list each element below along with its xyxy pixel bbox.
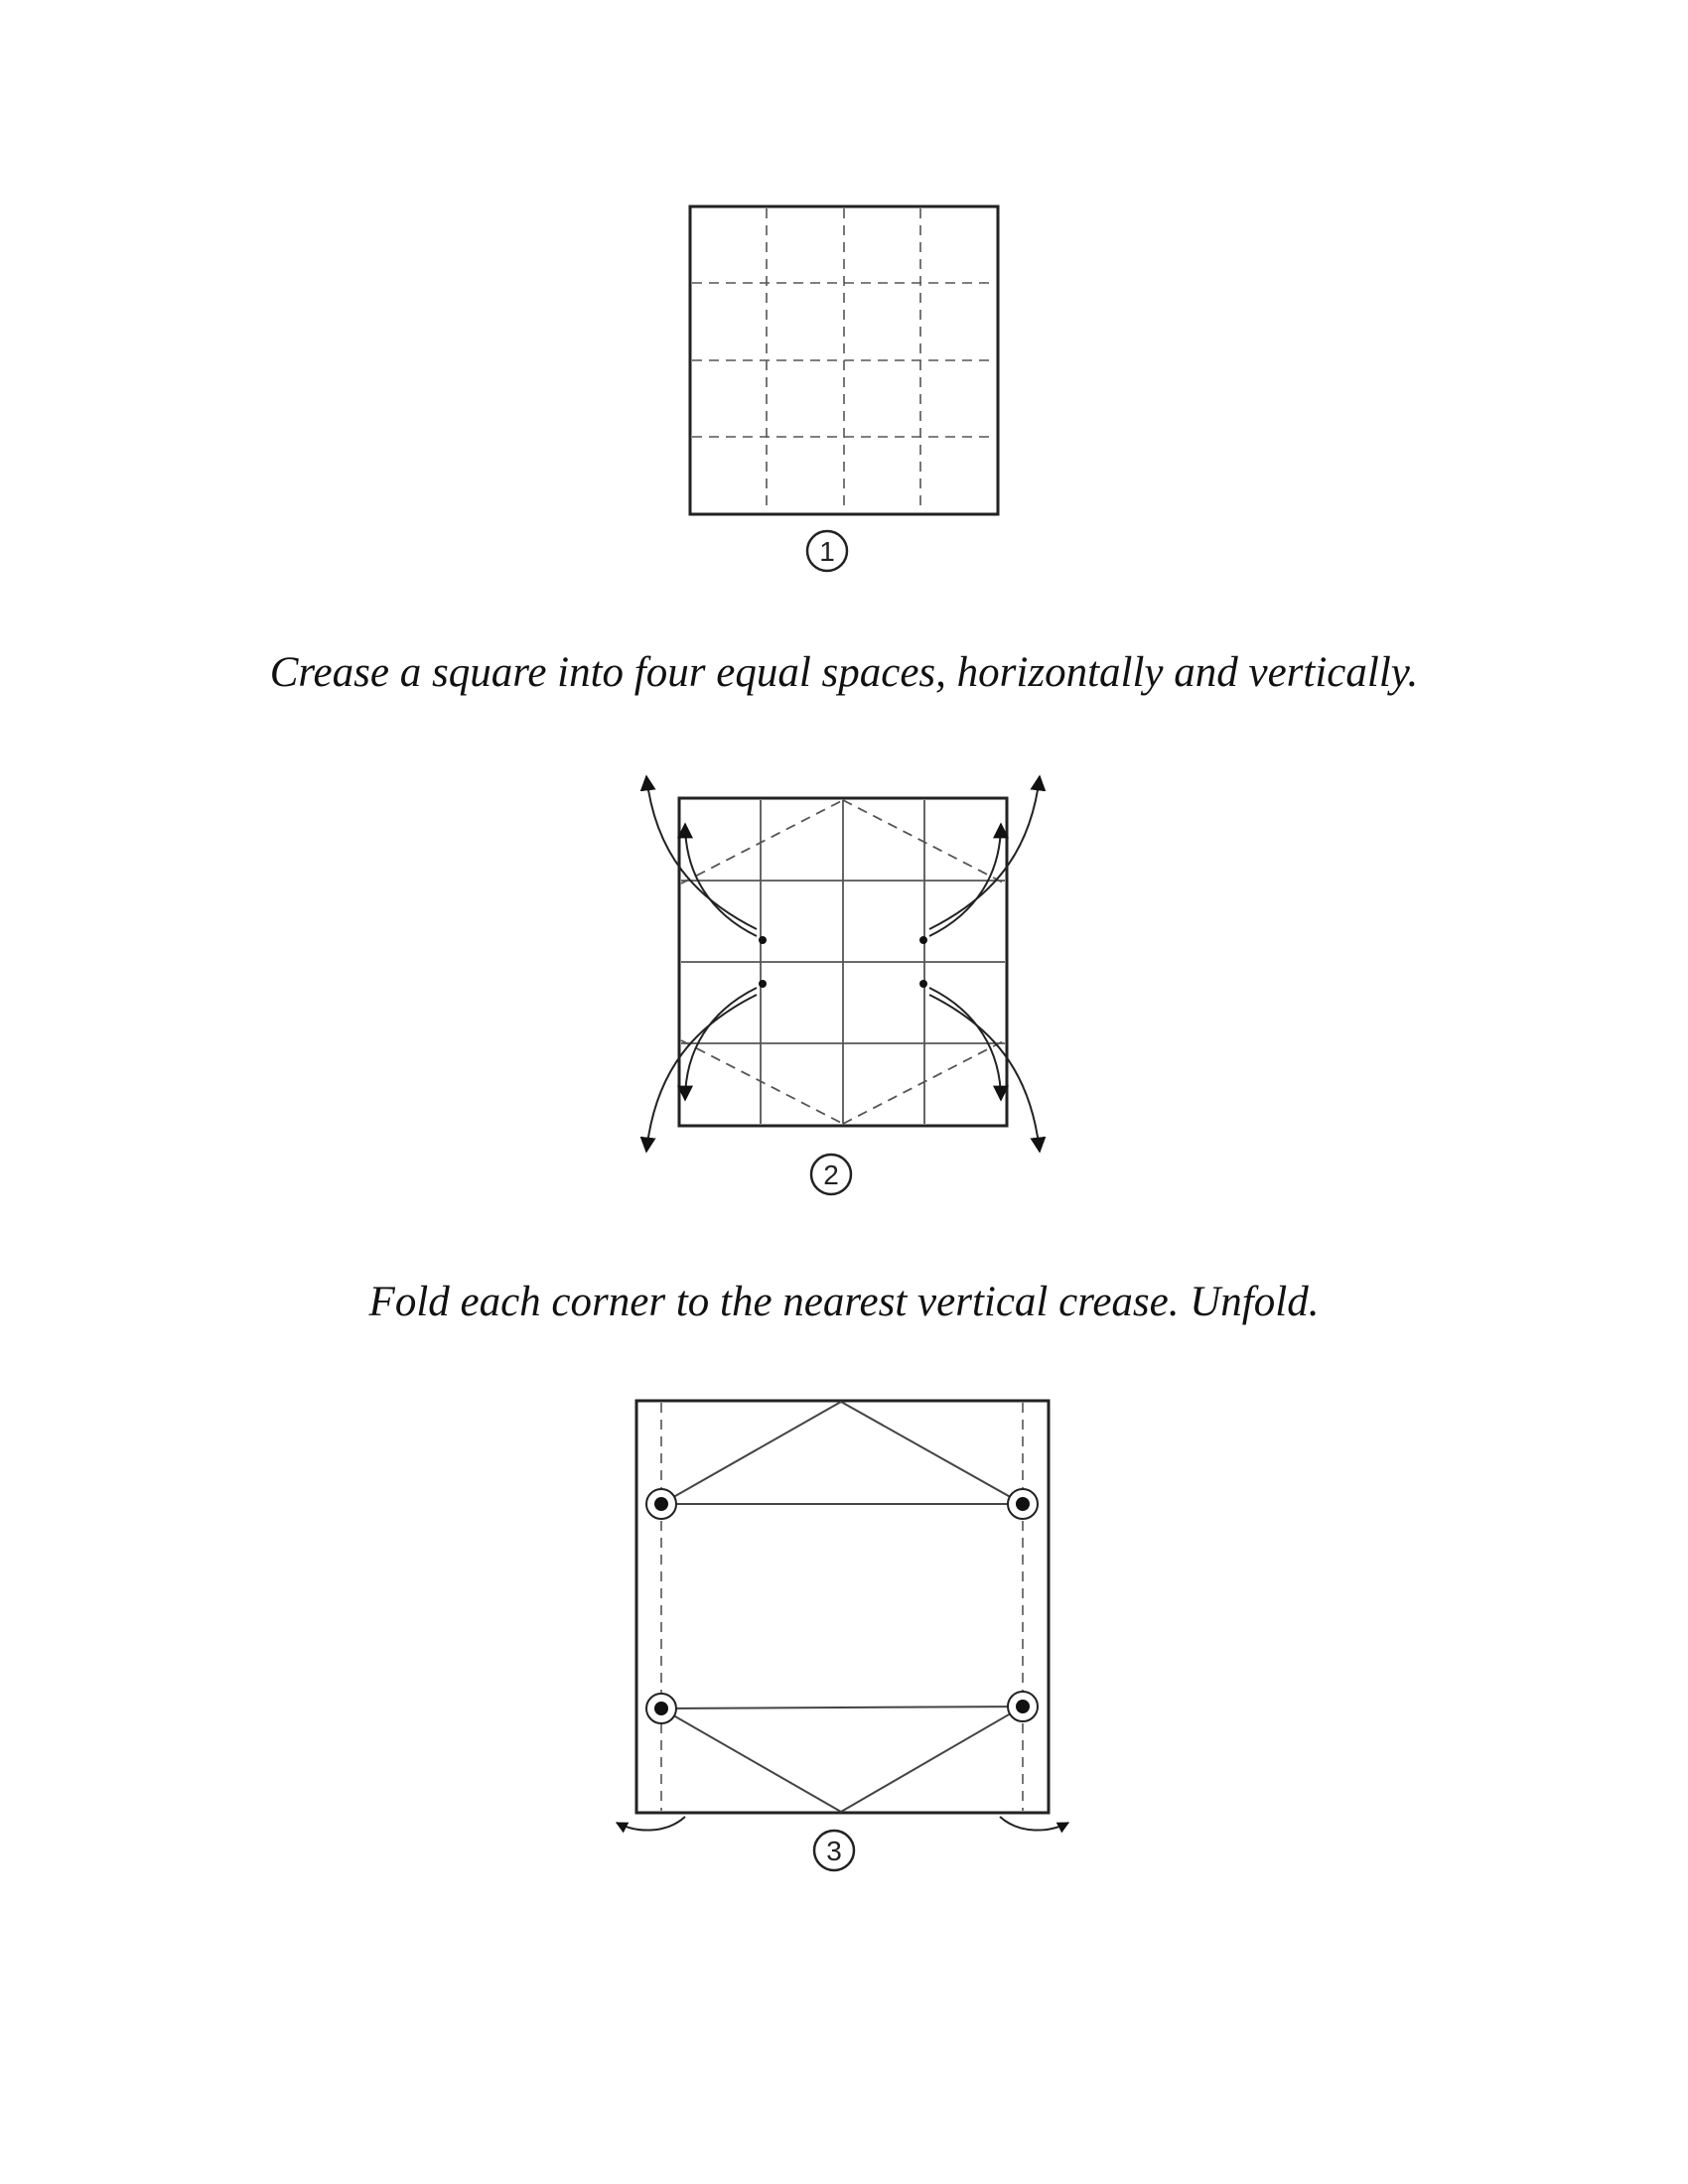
turn-over-arrows [617, 1817, 1068, 1831]
step-2-diagram [646, 776, 1040, 1194]
step-2-caption: Fold each corner to the nearest vertical crease. Unfold. [368, 1279, 1320, 1325]
step-3-number: 3 [826, 1836, 842, 1866]
step-2-number: 2 [823, 1160, 839, 1190]
step-3-number-badge [814, 1831, 854, 1870]
step-3-diagram [617, 1401, 1068, 1870]
step-1-number: 1 [819, 536, 835, 567]
step-1-diagram [690, 206, 998, 571]
step-1-number-badge [807, 531, 847, 571]
step-2-number-badge [811, 1155, 851, 1194]
step-1-caption: Crease a square into four equal spaces, horizontally and vertically. [269, 649, 1419, 696]
paper-square [636, 1401, 1049, 1813]
